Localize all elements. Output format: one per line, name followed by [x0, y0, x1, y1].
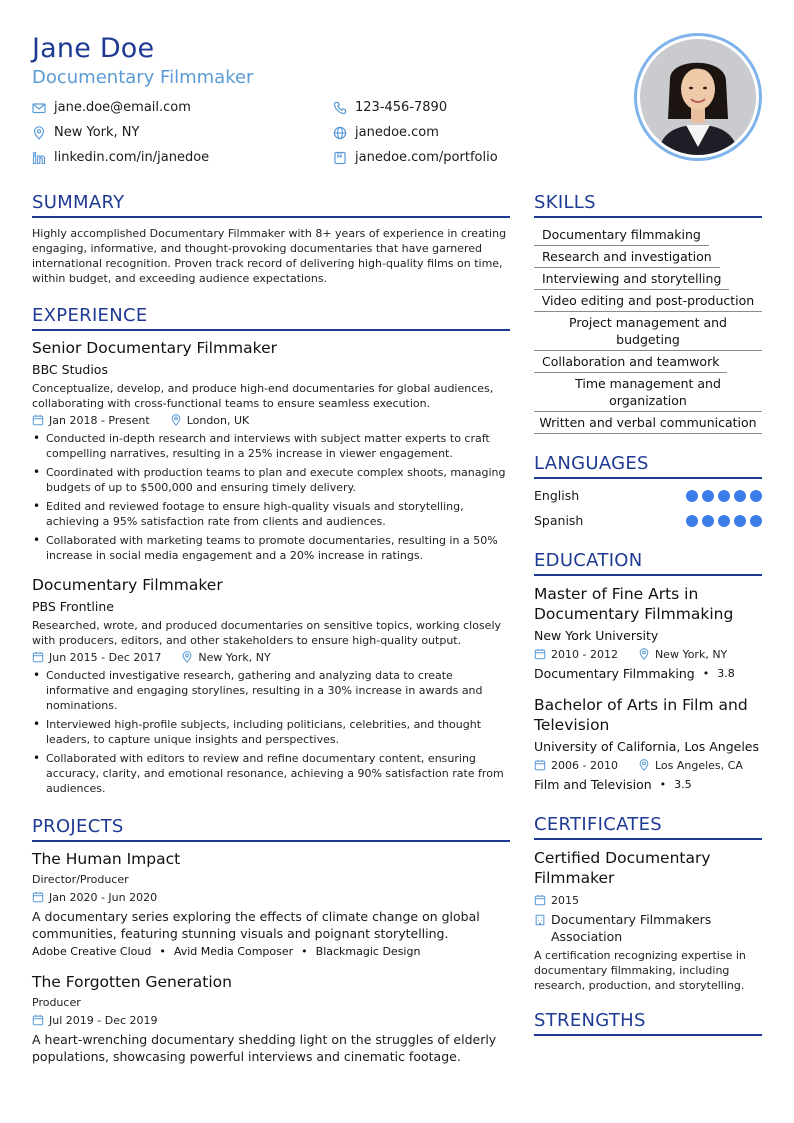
summary-text: Highly accomplished Documentary Filmmaker with 8+ years of experience in creating engaging, informative, and thought-provoking documentaries that have garnered international recognition. Proven track record of delivering high-quality films on time, within budget, and exceeding audience expectations.	[32, 227, 507, 285]
resume-header	[32, 32, 632, 90]
certificate-entry	[534, 848, 762, 993]
globe-icon	[333, 126, 347, 140]
achievement-item: • Collaborated with marketing teams to promote documentaries, resulting in a 50% increase in social media engagement and a 20% increase in ratings.	[32, 533, 510, 563]
achievement-item: • Edited and reviewed footage to ensure high-quality visuals and storytelling, achieving a 95% satisfaction rate from clients and audiences.	[32, 499, 510, 529]
location-icon	[32, 126, 46, 140]
company-name: PBS Frontline	[32, 599, 114, 614]
calendar-icon	[32, 891, 44, 903]
project-description: A heart-wrenching documentary shedding light on the struggles of elderly populations, showcasing powerful interviews and cinematic footage.	[32, 1032, 497, 1064]
calendar-icon	[534, 759, 546, 771]
candidate-name: Jane Doe	[32, 33, 155, 64]
certificates-heading: CERTIFICATES	[534, 814, 762, 840]
job-title: Documentary Filmmaker	[32, 576, 223, 594]
education-entry	[534, 584, 762, 683]
job-dates: Jan 2018 - Present	[49, 413, 150, 427]
tool-tag: Adobe Creative Cloud	[32, 945, 152, 958]
language-name: Spanish	[534, 513, 584, 528]
job-description: Researched, wrote, and produced documentaries on sensitive topics, working closely with producers, editors, and other stakeholders to ensure high-quality output.	[32, 619, 502, 647]
experience-heading: EXPERIENCE	[32, 305, 510, 331]
achievement-item: • Collaborated with editors to review and refine documentary content, ensuring accuracy, clarity, and emotional resonance, achieving a 90% satisfaction rate from audiences.	[32, 751, 510, 796]
contact-website[interactable]	[333, 125, 439, 140]
location-icon	[638, 648, 650, 660]
job-description: Conceptualize, develop, and produce high-end documentaries for global audiences, collaborating with cross-functional teams to ensure seamless execution.	[32, 382, 494, 410]
education-meta	[534, 645, 762, 663]
strengths-heading: STRENGTHS	[534, 1010, 762, 1036]
email-icon	[32, 101, 46, 115]
calendar-icon	[32, 1014, 44, 1026]
job-meta	[32, 411, 510, 429]
job-achievements	[32, 431, 510, 563]
achievement-item: • Coordinated with production teams to plan and execute complex shoots, managing budgets of up to $500,000 and ensuring timely delivery.	[32, 465, 510, 495]
skill-item: Time management and organization	[534, 373, 762, 412]
achievement-item: • Conducted in-depth research and interviews with subject matter experts to craft compelling narratives, resulting in a 25% increase in viewer engagement.	[32, 431, 510, 461]
certificate-issuer-row	[534, 911, 762, 945]
location-icon	[181, 651, 193, 663]
education-field-row: Film and Television • 3.5	[534, 776, 692, 792]
job-achievements	[32, 668, 510, 796]
location-icon	[638, 759, 650, 771]
project-entry	[32, 849, 510, 958]
skill-item: Documentary filmmaking	[534, 224, 709, 246]
project-meta	[32, 1011, 510, 1029]
project-title: The Forgotten Generation	[32, 973, 232, 991]
project-description: A documentary series exploring the effects of climate change on global communities, featuring stunning visuals and poignant storytelling.	[32, 909, 480, 941]
job-meta	[32, 648, 510, 666]
degree-name: Master of Fine Arts in Documentary Filmmaking	[534, 585, 734, 623]
right-column	[534, 192, 762, 1036]
skill-item: Interviewing and storytelling	[534, 268, 729, 290]
contact-phone-text: 123-456-7890	[355, 100, 448, 115]
certificate-issuer: Documentary Filmmakers Association	[551, 912, 712, 944]
proficiency-dot	[718, 515, 730, 527]
job-location: New York, NY	[198, 650, 271, 664]
proficiency-dot	[686, 515, 698, 527]
proficiency-dot	[718, 490, 730, 502]
proficiency-dot	[750, 515, 762, 527]
proficiency-dot	[702, 515, 714, 527]
education-entry	[534, 695, 762, 794]
degree-name: Bachelor of Arts in Film and Television	[534, 696, 748, 734]
achievement-item: • Conducted investigative research, gathering and analyzing data to create informative and engaging storylines, resulting in a 30% increase in awards and nominations.	[32, 668, 510, 713]
gpa-value: 3.8	[717, 666, 735, 680]
certificate-description: A certification recognizing expertise in documentary filmmaking, including research, production, and storytelling.	[534, 949, 746, 992]
education-field-row: Documentary Filmmaking • 3.8	[534, 665, 735, 681]
certificate-name: Certified Documentary Filmmaker	[534, 849, 711, 887]
project-title: The Human Impact	[32, 850, 181, 868]
candidate-title: Documentary Filmmaker	[32, 67, 254, 88]
languages-heading: LANGUAGES	[534, 453, 762, 479]
project-dates: Jan 2020 - Jun 2020	[49, 890, 158, 904]
proficiency-dot	[734, 515, 746, 527]
education-heading: EDUCATION	[534, 550, 762, 576]
language-name: English	[534, 488, 580, 503]
skill-item: Collaboration and teamwork	[534, 351, 727, 373]
proficiency-dot	[686, 490, 698, 502]
certificate-year: 2015	[551, 893, 579, 907]
certificate-date-row	[534, 891, 762, 909]
linkedin-icon	[32, 151, 46, 165]
school-name: New York University	[534, 628, 659, 643]
education-meta	[534, 756, 762, 774]
contact-linkedin[interactable]	[32, 150, 209, 165]
contact-email-text: jane.doe@email.com	[54, 100, 191, 115]
calendar-icon	[534, 894, 546, 906]
project-role: Producer	[32, 996, 81, 1009]
proficiency-dots	[686, 515, 762, 527]
calendar-icon	[534, 648, 546, 660]
job-location: London, UK	[186, 413, 250, 427]
summary-heading: SUMMARY	[32, 192, 510, 218]
project-role: Director/Producer	[32, 873, 129, 886]
field-of-study: Film and Television	[534, 776, 652, 792]
project-meta	[32, 888, 510, 906]
language-row	[534, 483, 762, 508]
tool-tag: Avid Media Composer	[173, 945, 294, 958]
tool-tag: Blackmagic Design	[315, 945, 421, 958]
contact-linkedin-text: linkedin.com/in/janedoe	[54, 150, 210, 165]
contact-phone[interactable]	[333, 100, 447, 115]
experience-entry	[32, 575, 510, 796]
job-title: Senior Documentary Filmmaker	[32, 339, 277, 357]
contact-email[interactable]	[32, 100, 191, 115]
education-dates: 2010 - 2012	[551, 647, 618, 661]
contact-portfolio-text: janedoe.com/portfolio	[355, 150, 498, 165]
calendar-icon	[32, 414, 44, 426]
job-dates: Jun 2015 - Dec 2017	[49, 650, 162, 664]
proficiency-dot	[734, 490, 746, 502]
skills-list	[534, 224, 762, 434]
experience-entry	[32, 338, 510, 563]
location-icon	[170, 414, 182, 426]
projects-heading: PROJECTS	[32, 816, 510, 842]
skills-heading: SKILLS	[534, 192, 762, 218]
company-name: BBC Studios	[32, 362, 108, 377]
skill-item: Written and verbal communication	[534, 412, 762, 434]
proficiency-dot	[750, 490, 762, 502]
education-dates: 2006 - 2010	[551, 758, 618, 772]
education-location: New York, NY	[654, 647, 728, 661]
achievement-item: • Interviewed high-profile subjects, including politicians, celebrities, and thought leaders, to capture unique insights and perspectives.	[32, 717, 510, 747]
language-row	[534, 508, 762, 533]
contact-portfolio[interactable]	[333, 150, 498, 165]
left-column	[32, 192, 510, 1065]
school-name: University of California, Los Angeles	[534, 739, 760, 754]
field-of-study: Documentary Filmmaking	[534, 665, 695, 681]
phone-icon	[333, 101, 347, 115]
project-dates: Jul 2019 - Dec 2019	[49, 1013, 158, 1027]
skill-item: Video editing and post-production	[534, 290, 762, 312]
project-tools: Adobe Creative Cloud • Avid Media Composer • Blackmagic Design	[32, 945, 421, 958]
contact-location-text: New York, NY	[54, 125, 140, 140]
skill-item: Research and investigation	[534, 246, 720, 268]
education-location: Los Angeles, CA	[654, 758, 743, 772]
portfolio-icon	[333, 151, 347, 165]
building-icon	[534, 914, 546, 926]
project-entry	[32, 972, 510, 1065]
proficiency-dots	[686, 490, 762, 502]
skill-item: Project management and budgeting	[534, 312, 762, 351]
gpa-value: 3.5	[674, 777, 692, 791]
languages-list	[534, 483, 762, 533]
profile-photo	[640, 39, 756, 155]
calendar-icon	[32, 651, 44, 663]
profile-photo-frame	[634, 33, 762, 161]
contact-location	[32, 125, 139, 140]
proficiency-dot	[702, 490, 714, 502]
contact-website-text: janedoe.com	[355, 125, 439, 140]
